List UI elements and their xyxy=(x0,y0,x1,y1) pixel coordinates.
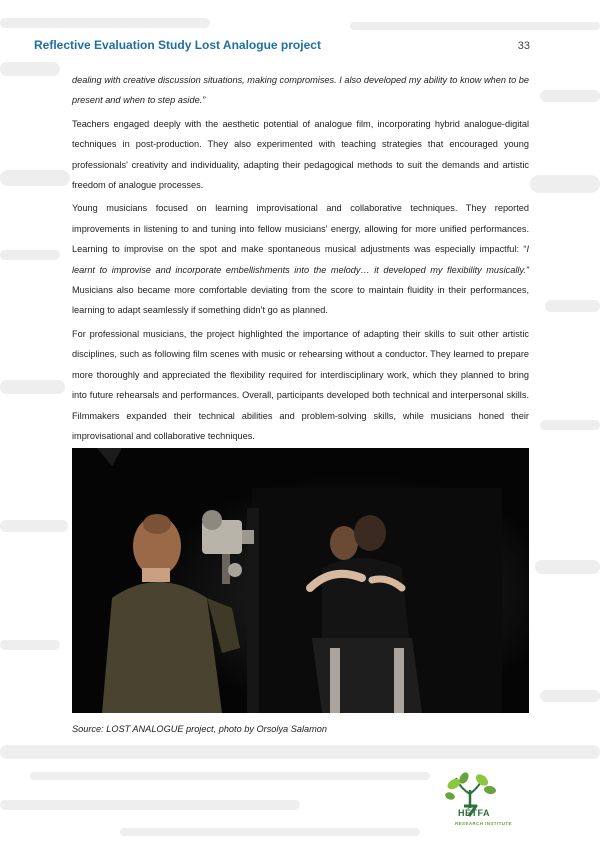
stage-photo xyxy=(72,448,529,713)
figure-caption: Source: LOST ANALOGUE project, photo by Orsolya Salamon xyxy=(72,724,327,734)
header-title: Reflective Evaluation Study Lost Analogue project xyxy=(34,38,321,52)
body-text xyxy=(72,70,529,449)
logo-subtitle: RESEARCH INSTITUTE xyxy=(455,821,512,826)
page-number: 33 xyxy=(517,40,530,52)
logo-name: HÉTFA xyxy=(458,808,491,818)
page-header xyxy=(34,38,530,56)
musician-quote: I learnt to improvise and incorporate embellishments into the melody… it developed my flexibility musically.” xyxy=(72,244,529,275)
paragraph-quote-tail: dealing with creative discussion situations, making compromises. I also developed my ability to know when to be present and when to step aside.” xyxy=(72,75,529,106)
paragraph-professional-musicians: For professional musicians, the project highlighted the importance of adapting their skills to suit other artistic disciplines, such as following film scenes with music or rehearsing without a conductor. They learned to prepare more thoroughly and appreciated the flexibility required for interdisciplinary work, which they planned to bring into future rehearsals and performances. Overall, participants developed both technical and interpersonal skills. Filmmakers expanded their technical abilities and problem-solving skills, while musicians honed their improvisational and collaborative techniques. xyxy=(72,328,529,441)
paragraph-young-musicians: Young musicians focused on learning improvisational and collaborative techniques. They reported improvements in listening to and tuning into fellow musicians' energy, allowing for more unified performances. Learning to improvise on the spot and make spontaneous musical adjustments was especially impactful: “I learnt to improvise and incorporate embellishments into the melody… it developed my flexibility musically.” Musicians also became more comfortable deviating from the score to maintain fluidity in their performances, learning to adapt seamlessly if something didn’t go as planned. xyxy=(72,203,529,316)
paragraph-teachers: Teachers engaged deeply with the aesthetic potential of analogue film, incorporating hybrid analogue-digital techniques in post-production. They also experimented with teaching strategies that encouraged young professionals' creativity and individuality, adapting their pedagogical methods to suit the demands and artistic freedom of analogue processes. xyxy=(72,118,529,191)
